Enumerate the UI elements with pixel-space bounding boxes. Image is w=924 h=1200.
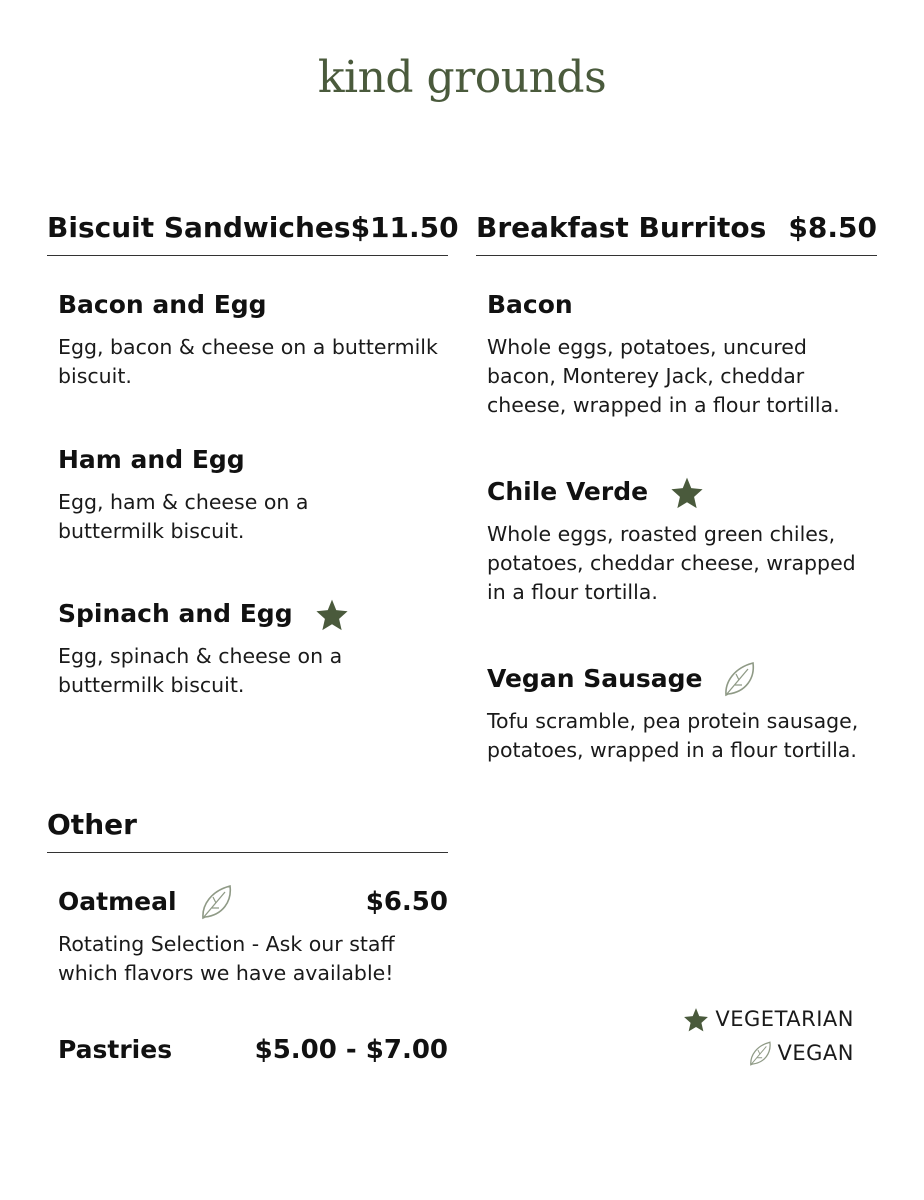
item-name: Pastries xyxy=(58,1035,173,1064)
leaf-icon xyxy=(722,660,756,698)
item-description: Tofu scramble, pea protein sausage, potatoes, wrapped in a flour tortilla. xyxy=(487,709,859,762)
section-title: Biscuit Sandwiches xyxy=(47,211,351,244)
brand-logo: kind grounds xyxy=(317,52,607,103)
menu-item-vegan-sausage xyxy=(487,663,877,765)
item-description: Whole eggs, roasted green chiles, potatoes, cheddar cheese, wrapped in a flour tortilla. xyxy=(487,522,856,604)
item-price: $5.00 - $7.00 xyxy=(254,1035,448,1065)
item-name: Bacon xyxy=(487,290,573,319)
section-header xyxy=(47,808,448,853)
star-icon xyxy=(683,1007,709,1032)
menu-item-spinach-and-egg xyxy=(58,598,448,700)
menu-item-bacon-and-egg xyxy=(58,289,448,391)
menu-item-oatmeal xyxy=(58,886,448,988)
item-name: Ham and Egg xyxy=(58,445,245,474)
leaf-icon xyxy=(199,883,233,921)
item-name: Oatmeal xyxy=(58,887,177,916)
item-name: Spinach and Egg xyxy=(58,599,293,628)
menu-item-chile-verde xyxy=(487,476,877,607)
legend-vegetarian xyxy=(683,1002,854,1036)
leaf-icon xyxy=(748,1040,772,1067)
section-price: $11.50 xyxy=(350,211,459,244)
section-title: Breakfast Burritos xyxy=(476,211,767,244)
menu-item-bacon xyxy=(487,289,877,420)
menu-item-ham-and-egg xyxy=(58,444,448,546)
menu-item-pastries xyxy=(58,1034,448,1066)
section-biscuit-sandwiches xyxy=(47,211,459,697)
legend-label: VEGETARIAN xyxy=(715,1007,854,1031)
legend-label: VEGAN xyxy=(777,1041,854,1065)
section-header xyxy=(47,211,459,256)
item-description: Rotating Selection - Ask our staff which flavors we have available! xyxy=(58,932,395,985)
star-icon xyxy=(670,476,704,509)
section-breakfast-burritos xyxy=(476,211,877,762)
item-description: Egg, bacon & cheese on a buttermilk biscuit. xyxy=(58,335,438,388)
legend-vegan xyxy=(683,1036,854,1070)
item-name: Vegan Sausage xyxy=(487,664,703,693)
section-header xyxy=(476,211,877,256)
item-name: Bacon and Egg xyxy=(58,290,267,319)
item-name: Chile Verde xyxy=(487,477,649,506)
dietary-legend xyxy=(683,1002,854,1070)
section-title: Other xyxy=(47,808,137,841)
item-price: $6.50 xyxy=(365,887,448,917)
section-other xyxy=(47,808,448,1065)
item-description: Whole eggs, potatoes, uncured bacon, Monterey Jack, cheddar cheese, wrapped in a flour tortilla. xyxy=(487,335,840,417)
item-description: Egg, ham & cheese on a buttermilk biscuit. xyxy=(58,490,309,543)
section-price: $8.50 xyxy=(788,211,877,244)
star-icon xyxy=(315,598,349,631)
item-description: Egg, spinach & cheese on a buttermilk biscuit. xyxy=(58,644,343,697)
